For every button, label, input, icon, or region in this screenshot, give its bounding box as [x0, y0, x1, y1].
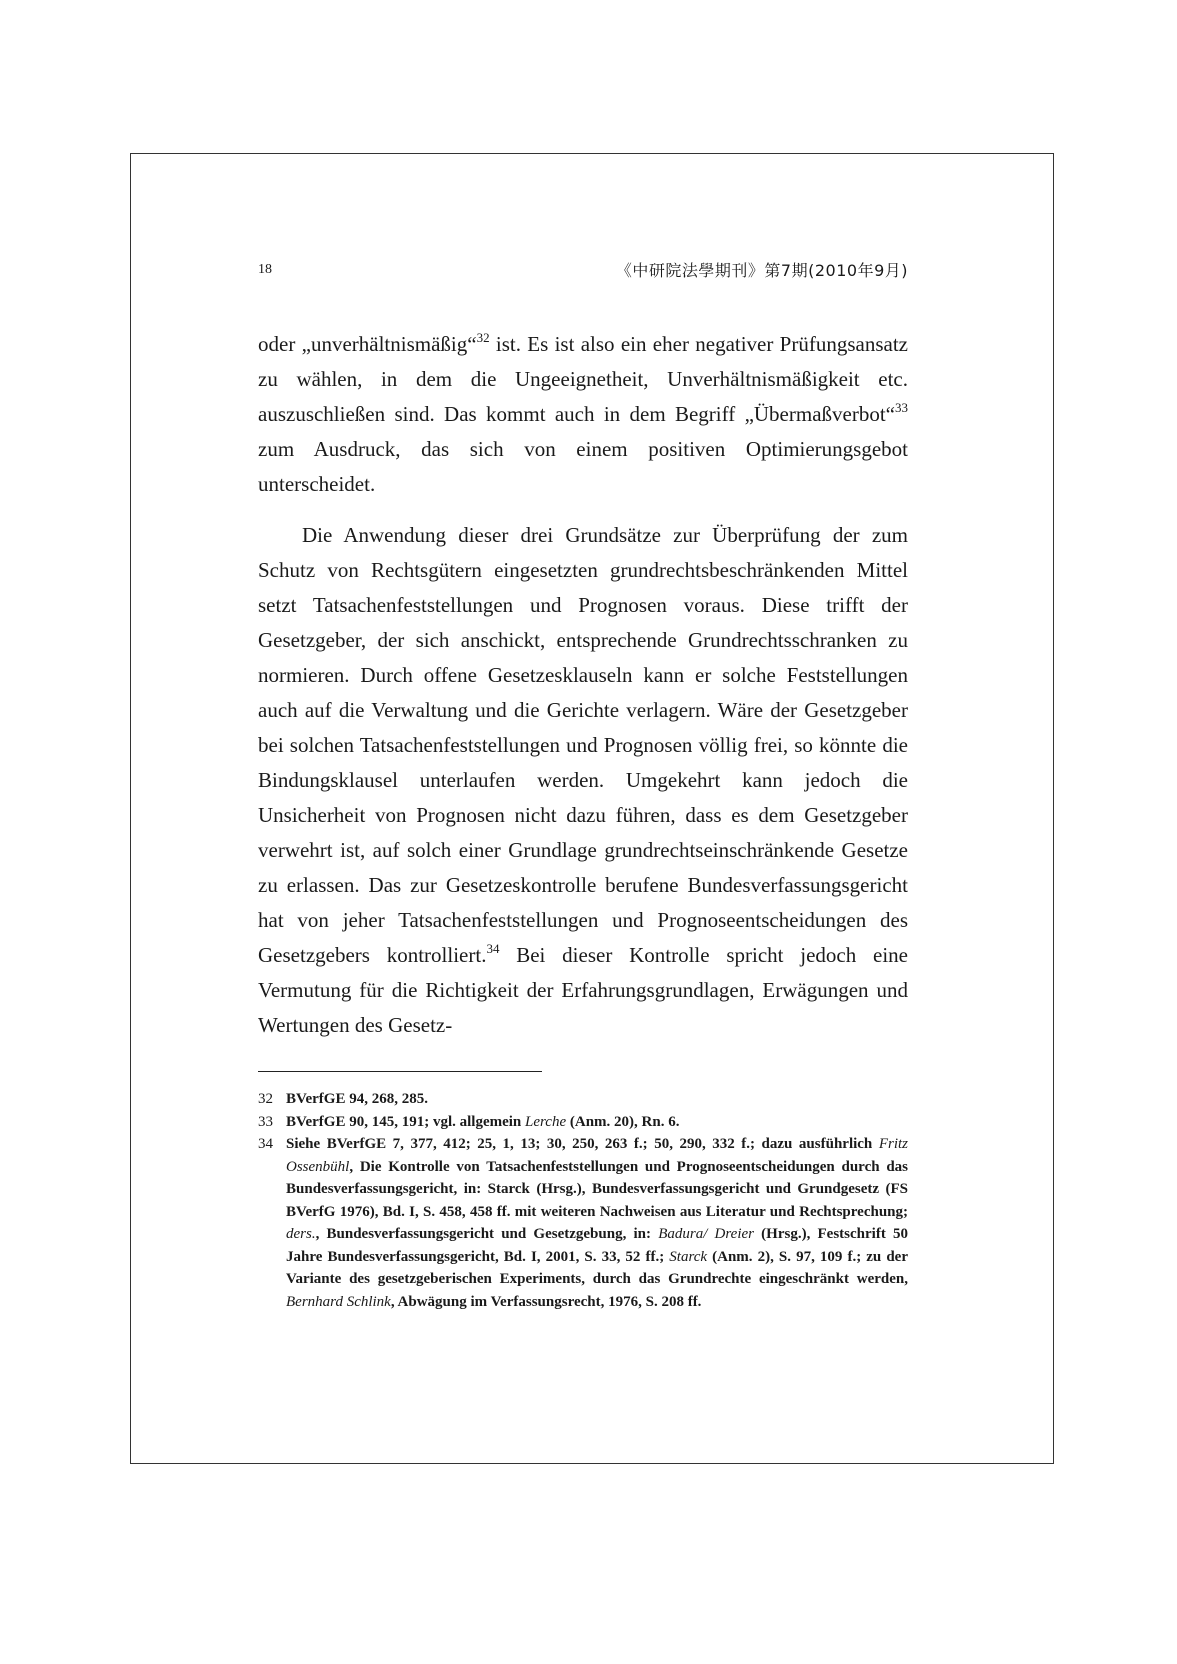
footnote-ref-32[interactable]: 32	[476, 330, 490, 345]
footnote-number: 33	[258, 1113, 273, 1130]
paragraph-1: oder „unverhältnismäßig“$^{32}$ ist. Es ist also ein eher negativer Prüfungsansatz zu wählen, in dem die Ungeeignetheit, Unverhältnismäßigkeit etc. auszuschließen sind. Das kommt auch in dem Begriff „Übermaßverbot“$^{33}$ zum Ausdruck, das sich von einem positiven Optimierungsgebot unterscheidet.	[258, 330, 908, 496]
footnote-ref-33[interactable]: 33	[895, 400, 908, 415]
author-name: Fritz Ossenbühl	[286, 1136, 908, 1175]
footnote-34: 34 Siehe BVerfGE 7, 377, 412; 25, 1, 13; 30, 250, 263 f.; 50, 290, 332 f.; dazu ausführlich Fritz Ossenbühl, Die Kontrolle von Tatsachenfeststellungen und Prognoseentscheidungen durch das Bundesverfassungsgericht, in: Starck (Hrsg.), Bundesverfassungsgericht und Grundgesetz (FS BVerfG 1976), Bd. I, S. 458, 458 ff. mit weiteren Nachweisen aus Literatur und Rechtsprechung; ders., Bundesverfassungsgericht und Gesetzgebung, in: Badura/ Dreier (Hrsg.), Festschrift 50 Jahre Bundesverfassungsgericht, Bd. I, 2001, S. 33, 52 ff.; Starck (Anm. 2), S. 97, 109 f.; zu der Variante des gesetzgeberischen Experiments, durch das Grundrechte eingeschränkt werden, Bernhard Schlink, Abwägung im Verfassungsrecht, 1976, S. 208 ff.	[258, 1133, 908, 1313]
main-text	[258, 327, 908, 1043]
footnote-number: 34	[258, 1136, 273, 1152]
author-name: Badura/ Dreier	[658, 1226, 754, 1242]
footnotes	[258, 1088, 908, 1313]
paragraph-2: Die Anwendung dieser drei Grundsätze zur Überprüfung der zum Schutz von Rechtsgütern eingesetzten grundrechtsbeschränkenden Mittel setzt Tatsachenfeststellungen und Prognosen voraus. Diese trifft der Gesetzgeber, der sich anschickt, entsprechende Grundrechtsschranken zu normieren. Durch offene Gesetzesklauseln kann er solche Feststellungen auch auf die Verwaltung und die Gerichte verlagern. Wäre der Gesetzgeber bei solchen Tatsachenfeststellungen und Prognosen völlig frei, so könnte die Bindungsklausel unterlaufen werden. Umgekehrt kann jedoch die Unsicherheit von Prognosen nicht dazu führen, dass es dem Gesetzgeber verwehrt ist, auf solch einer Grundlage grundrechtseinschränkende Gesetze zu erlassen. Das zur Gesetzeskontrolle berufene Bundesverfassungsgericht hat von jeher Tatsachenfeststellungen und Prognoseentscheidungen des Gesetzgebers kontrolliert.$^{34}$ Bei dieser Kontrolle spricht jedoch eine Vermutung für die Richtigkeit der Erfahrungsgrundlagen, Erwägungen und Wertungen des Gesetz-	[258, 523, 908, 1037]
footnote-ref-34[interactable]: 34	[486, 941, 500, 956]
footnote-32: 32 BVerfGE 94, 268, 285.	[258, 1088, 908, 1111]
page-number: 18	[258, 262, 272, 277]
author-name: Bernhard Schlink	[286, 1293, 391, 1310]
footnote-33: 33 BVerfGE 90, 145, 191; vgl. allgemein Lerche (Anm. 20), Rn. 6.	[258, 1111, 908, 1134]
footnote-separator	[258, 1071, 542, 1072]
author-name: ders.	[286, 1226, 316, 1242]
author-name: Lerche	[525, 1113, 567, 1130]
journal-title: 《中研院法學期刊》第7期(2010年9月)	[615, 261, 908, 280]
footnote-number: 32	[258, 1091, 273, 1107]
author-name: Starck	[669, 1248, 708, 1265]
page-header	[258, 258, 908, 284]
